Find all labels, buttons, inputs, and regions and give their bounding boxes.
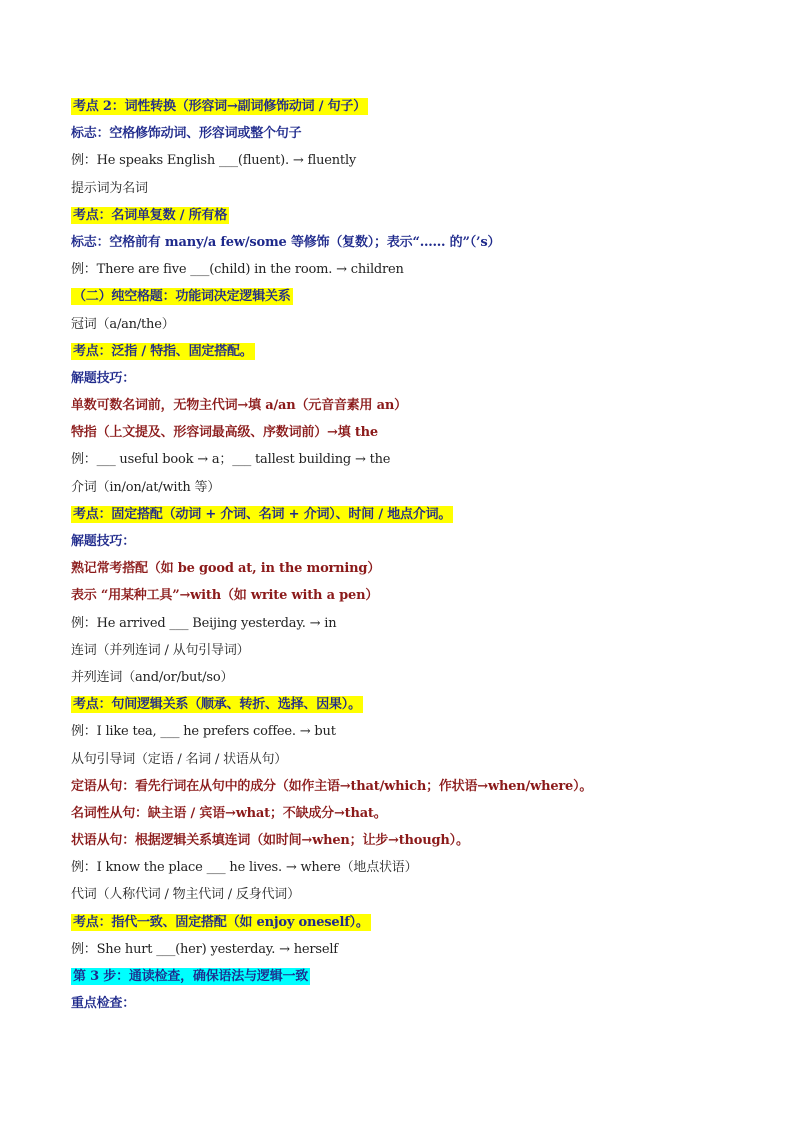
line-text: 冠词（a/an/the） xyxy=(71,316,175,332)
text-line xyxy=(71,881,731,908)
text-line xyxy=(71,419,731,446)
line-text: 解题技巧： xyxy=(71,534,136,549)
text-line xyxy=(71,582,731,609)
document-page xyxy=(71,93,731,1017)
text-line xyxy=(71,827,731,854)
text-line xyxy=(71,800,731,827)
text-line xyxy=(71,392,731,419)
line-text: 名词性从句：缺主语 / 宾语→what；不缺成分→that。 xyxy=(71,805,387,821)
line-text: 特指（上文提及、形容词最高级、序数词前）→填 the xyxy=(71,425,378,441)
line-text: 考点：指代一致、固定搭配（如 enjoy oneself）。 xyxy=(73,914,369,930)
line-text: 例：I like tea, ___ he prefers coffee. → but xyxy=(71,724,336,740)
text-line xyxy=(71,283,731,310)
line-text: （二）纯空格题：功能词决定逻辑关系 xyxy=(73,289,291,305)
text-line xyxy=(71,555,731,582)
text-line xyxy=(71,990,731,1017)
text-line xyxy=(71,610,731,637)
text-line xyxy=(71,501,731,528)
line-text: 定语从句：看先行词在从句中的成分（如作主语→that/which；作状语→when/where）。 xyxy=(71,778,593,794)
text-line xyxy=(71,93,731,120)
text-line xyxy=(71,474,731,501)
text-line xyxy=(71,664,731,691)
line-text: 例：He speaks English ___(fluent). → fluently xyxy=(71,153,357,169)
text-line xyxy=(71,773,731,800)
line-text: 重点检查： xyxy=(71,996,136,1012)
line-text: 例：There are five ___(child) in the room. → children xyxy=(71,262,404,278)
line-text: 考点：泛指 / 特指、固定搭配。 xyxy=(73,343,253,359)
text-line xyxy=(71,963,731,990)
text-line xyxy=(71,691,731,718)
text-line xyxy=(71,120,731,147)
text-line xyxy=(71,229,731,256)
line-text: 考点：固定搭配（动词 + 介词、名词 + 介词）、时间 / 地点介词。 xyxy=(73,506,452,522)
text-line xyxy=(71,175,731,202)
line-text: 标志：空格前有 many/a few/some 等修饰（复数）；表示“…… 的”（’s） xyxy=(71,234,501,250)
line-text: 例：___ useful book → a；___ tallest building → the xyxy=(71,452,391,468)
text-line xyxy=(71,909,731,936)
line-text: 第 3 步：通读检查，确保语法与逻辑一致 xyxy=(73,969,309,984)
line-text: 代词（人称代词 / 物主代词 / 反身代词） xyxy=(71,887,300,903)
line-text: 考点：句间逻辑关系（顺承、转折、选择、因果）。 xyxy=(73,697,361,713)
line-text: 从句引导词（定语 / 名词 / 状语从句） xyxy=(71,751,288,767)
line-text: 并列连词（and/or/but/so） xyxy=(71,669,234,685)
text-line xyxy=(71,528,731,555)
line-text: 熟记常考搭配（如 be good at, in the morning） xyxy=(71,561,381,577)
text-line xyxy=(71,718,731,745)
text-line xyxy=(71,637,731,664)
line-text: 例：She hurt ___(her) yesterday. → herself xyxy=(71,941,338,957)
text-line xyxy=(71,338,731,365)
line-text: 例：He arrived ___ Beijing yesterday. → in xyxy=(71,615,337,631)
text-line xyxy=(71,854,731,881)
text-line xyxy=(71,936,731,963)
text-line xyxy=(71,746,731,773)
line-text: 解题技巧： xyxy=(71,370,136,386)
line-text: 单数可数名词前，无物主代词→填 a/an（元音音素用 an） xyxy=(71,398,407,414)
text-line xyxy=(71,202,731,229)
line-text: 表示 “用某种工具”→with（如 write with a pen） xyxy=(71,588,379,604)
text-line xyxy=(71,256,731,283)
line-text: 考点：名词单复数 / 所有格 xyxy=(73,207,228,223)
line-text: 连词（并列连词 / 从句引导词） xyxy=(71,642,250,658)
line-text: 介词（in/on/at/with 等） xyxy=(71,479,221,495)
text-line xyxy=(71,446,731,473)
line-text: 例：I know the place ___ he lives. → where（地点状语） xyxy=(71,860,418,876)
text-line xyxy=(71,311,731,338)
text-line xyxy=(71,147,731,174)
line-text: 状语从句：根据逻辑关系填连词（如时间→when；让步→though）。 xyxy=(71,833,469,849)
text-line xyxy=(71,365,731,392)
line-text: 标志：空格修饰动词、形容词或整个句子 xyxy=(71,126,302,142)
line-text: 考点 2：词性转换（形容词→副词修饰动词 / 句子） xyxy=(73,99,367,114)
line-text: 提示词为名词 xyxy=(71,180,148,196)
